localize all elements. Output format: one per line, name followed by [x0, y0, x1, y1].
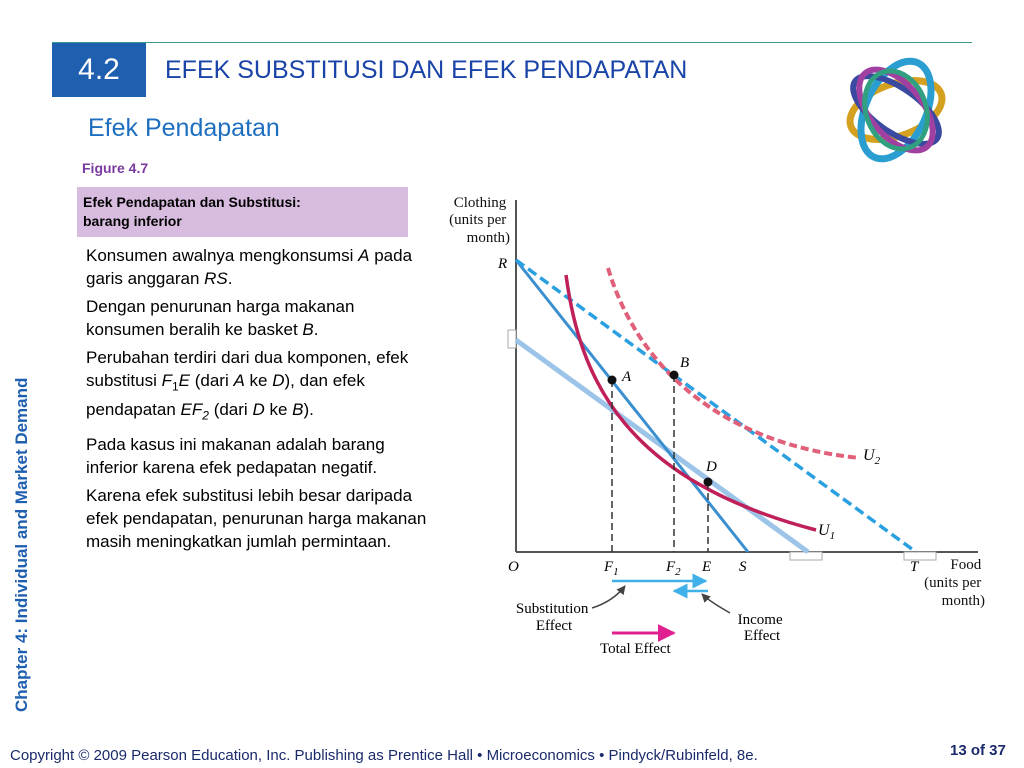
slide-title: EFEK SUBSTITUSI DAN EFEK PENDAPATAN [165, 56, 688, 84]
bullet-text: B [302, 320, 314, 339]
bullet-text: D [252, 400, 265, 420]
bullet-text: RS [204, 269, 228, 288]
indifference-curve-u2 [608, 268, 860, 458]
bullet-item [86, 295, 431, 341]
bullet-text: (dari [208, 400, 253, 420]
bullet-item [86, 433, 431, 479]
bullet-text: Dengan penurunan harga makanan konsumen beralih ke basket [86, 297, 355, 339]
label-r: R [498, 256, 508, 272]
label-f2: $F_2$ [666, 559, 681, 578]
budget-line-rt [516, 260, 916, 552]
slide-subtitle: Efek Pendapatan [88, 114, 280, 142]
bullet-text: 1 [171, 379, 179, 394]
x-axis-label: Food (units per month) [924, 557, 985, 609]
bullet-text: Pada kasus ini makanan adalah barang inferior karena efek pedapatan negatif. [86, 434, 385, 477]
figure-caption [77, 187, 408, 237]
substitution-pointer [592, 586, 625, 608]
total-effect-label: Total Effect [600, 641, 671, 657]
bullet-item [86, 484, 431, 553]
bullet-text: pada garis anggaran [86, 246, 413, 288]
label-u1: $U_1$ [818, 522, 836, 542]
income-pointer [702, 594, 730, 613]
label-s: S [739, 559, 747, 575]
label-t: T [910, 559, 919, 575]
bullet-text: ke [244, 371, 273, 390]
bullet-text: E [178, 371, 191, 390]
section-number-badge [52, 43, 146, 97]
figure-label: Figure 4.7 [82, 160, 149, 176]
figure-caption-line-2: barang inferior [83, 213, 182, 229]
label-f1: $F_1$ [604, 559, 619, 578]
bullet-text: Konsumen awalnya mengkonsumsi [86, 246, 359, 265]
chapter-label: Chapter 4: Individual and Market Demand [12, 377, 31, 712]
income-effect-label: Income Effect [737, 612, 783, 644]
bullet-text: Karena efek substitusi lebih besar daripada efek pendapatan, penurunan harga makanan masih meningkatkan jumlah permintaan. [86, 485, 427, 551]
substitution-effect-label: Substitution Effect [515, 601, 589, 634]
bullet-text: F [161, 371, 172, 390]
bullet-text: A [233, 371, 245, 390]
bullet-text: B [292, 400, 304, 420]
income-substitution-diagram [430, 180, 1000, 660]
y-axis-label: Clothing (units per month) [449, 195, 510, 246]
rings-logo-icon [826, 48, 966, 173]
bullet-text: D [272, 371, 285, 390]
label-d: D [706, 459, 717, 475]
label-a: A [622, 369, 632, 385]
bullet-text: EF [180, 400, 203, 420]
section-number: 4.2 [78, 53, 120, 86]
bullet-text: (dari [190, 371, 234, 390]
bullet-text: ke [264, 400, 293, 420]
figure-caption-line-1: Efek Pendapatan dan Substitusi: [83, 194, 301, 210]
label-u2: $U_2$ [863, 447, 881, 467]
bullet-list [86, 244, 431, 558]
label-b: B [680, 355, 690, 371]
bullet-text: ), dan efek pendapatan [86, 371, 365, 420]
page-number: 13 of 37 [950, 742, 1006, 759]
bullet-text: Perubahan terdiri dari dua komponen, efek substitusi [86, 348, 409, 390]
axis-tick-box [508, 330, 516, 348]
bullet-text: . [227, 269, 233, 288]
bullet-item [86, 244, 431, 290]
bullet-text: 2 [202, 408, 209, 423]
footer-copyright: Copyright © 2009 Pearson Education, Inc. Publishing as Prentice Hall • Microeconomics • Pindyck/Rubinfeld, 8e. [10, 747, 758, 764]
top-rule [52, 42, 972, 43]
bullet-text: A [358, 246, 370, 265]
label-origin: O [508, 559, 519, 575]
bullet-item [86, 346, 431, 428]
label-e: E [702, 559, 712, 575]
axis-tick-box [904, 552, 936, 560]
bullet-text: ). [303, 400, 314, 420]
bullet-text: . [313, 320, 319, 339]
point-b [670, 371, 679, 380]
point-a [608, 376, 617, 385]
point-d [704, 478, 713, 487]
